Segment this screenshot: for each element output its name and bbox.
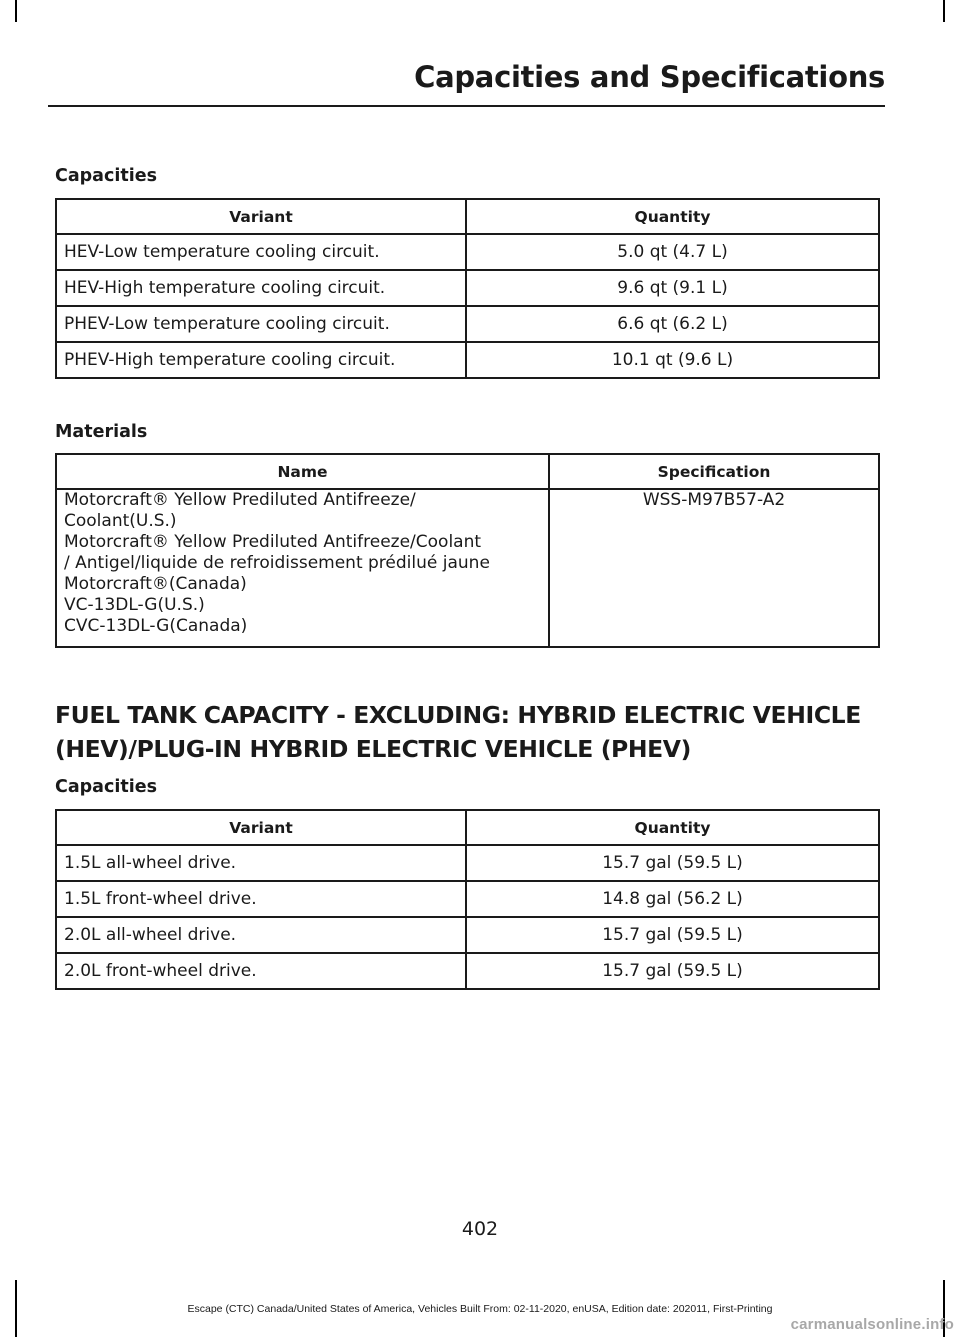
fuel-capacities-heading: Capacities	[55, 777, 158, 797]
table-row	[56, 953, 879, 989]
fuel-heading-line-2: (HEV)/PLUG-IN HYBRID ELECTRIC VEHICLE (PHEV)	[55, 735, 691, 763]
watermark: carmanualsonline.info	[790, 1316, 954, 1333]
crop-mark-top-left	[15, 0, 17, 22]
material-name-line: Coolant(U.S.)	[64, 511, 177, 531]
variant-cell: HEV-Low temperature cooling circuit.	[56, 234, 466, 270]
materials-table	[55, 453, 880, 648]
quantity-cell: 5.0 qt (4.7 L)	[466, 234, 879, 270]
table-row	[56, 270, 879, 306]
page-title: Capacities and Specifications	[414, 60, 885, 94]
material-spec-cell: WSS-M97B57-A2	[549, 489, 879, 647]
table-row	[56, 489, 879, 647]
quantity-cell: 9.6 qt (9.1 L)	[466, 270, 879, 306]
quantity-cell: 15.7 gal (59.5 L)	[466, 845, 879, 881]
table-header-row	[56, 199, 879, 234]
material-name-line: / Antigel/liquide de refroidissement prédilué jaune	[64, 553, 490, 573]
quantity-cell: 6.6 qt (6.2 L)	[466, 306, 879, 342]
fuel-tank-section-heading	[55, 698, 885, 766]
cooling-capacities-table	[55, 198, 880, 379]
quantity-cell: 10.1 qt (9.6 L)	[466, 342, 879, 378]
table-row	[56, 342, 879, 378]
table-row	[56, 881, 879, 917]
fuel-heading-line-1: FUEL TANK CAPACITY - EXCLUDING: HYBRID ELECTRIC VEHICLE	[55, 701, 861, 729]
material-name-line: Motorcraft® Yellow Prediluted Antifreeze/	[64, 490, 416, 510]
table-header-row	[56, 810, 879, 845]
materials-heading: Materials	[55, 422, 148, 442]
table-row	[56, 234, 879, 270]
header-divider	[48, 105, 885, 107]
column-header-quantity: Quantity	[466, 199, 879, 234]
footer-edition-info: Escape (CTC) Canada/United States of America, Vehicles Built From: 02-11-2020, enUSA, Edition date: 202011, First-Printing	[187, 1303, 773, 1315]
table-header-row	[56, 454, 879, 489]
capacities-heading: Capacities	[55, 166, 158, 186]
quantity-cell: 15.7 gal (59.5 L)	[466, 953, 879, 989]
material-name-line: Motorcraft®(Canada)	[64, 574, 247, 594]
material-name-line: VC-13DL-G(U.S.)	[64, 595, 205, 615]
column-header-variant: Variant	[56, 810, 466, 845]
material-name-line: Motorcraft® Yellow Prediluted Antifreeze/Coolant	[64, 532, 482, 552]
table-row	[56, 917, 879, 953]
crop-mark-top-right	[943, 0, 945, 22]
page-number: 402	[461, 1218, 499, 1240]
column-header-variant: Variant	[56, 199, 466, 234]
quantity-cell: 15.7 gal (59.5 L)	[466, 917, 879, 953]
column-header-specification: Specification	[549, 454, 879, 489]
variant-cell: 2.0L all-wheel drive.	[56, 917, 466, 953]
fuel-capacities-table	[55, 809, 880, 990]
column-header-name: Name	[56, 454, 549, 489]
variant-cell: PHEV-Low temperature cooling circuit.	[56, 306, 466, 342]
material-name-line: CVC-13DL-G(Canada)	[64, 616, 248, 636]
variant-cell: 2.0L front-wheel drive.	[56, 953, 466, 989]
column-header-quantity: Quantity	[466, 810, 879, 845]
material-name-cell	[56, 489, 549, 647]
variant-cell: HEV-High temperature cooling circuit.	[56, 270, 466, 306]
variant-cell: 1.5L all-wheel drive.	[56, 845, 466, 881]
variant-cell: 1.5L front-wheel drive.	[56, 881, 466, 917]
table-row	[56, 845, 879, 881]
table-row	[56, 306, 879, 342]
quantity-cell: 14.8 gal (56.2 L)	[466, 881, 879, 917]
variant-cell: PHEV-High temperature cooling circuit.	[56, 342, 466, 378]
